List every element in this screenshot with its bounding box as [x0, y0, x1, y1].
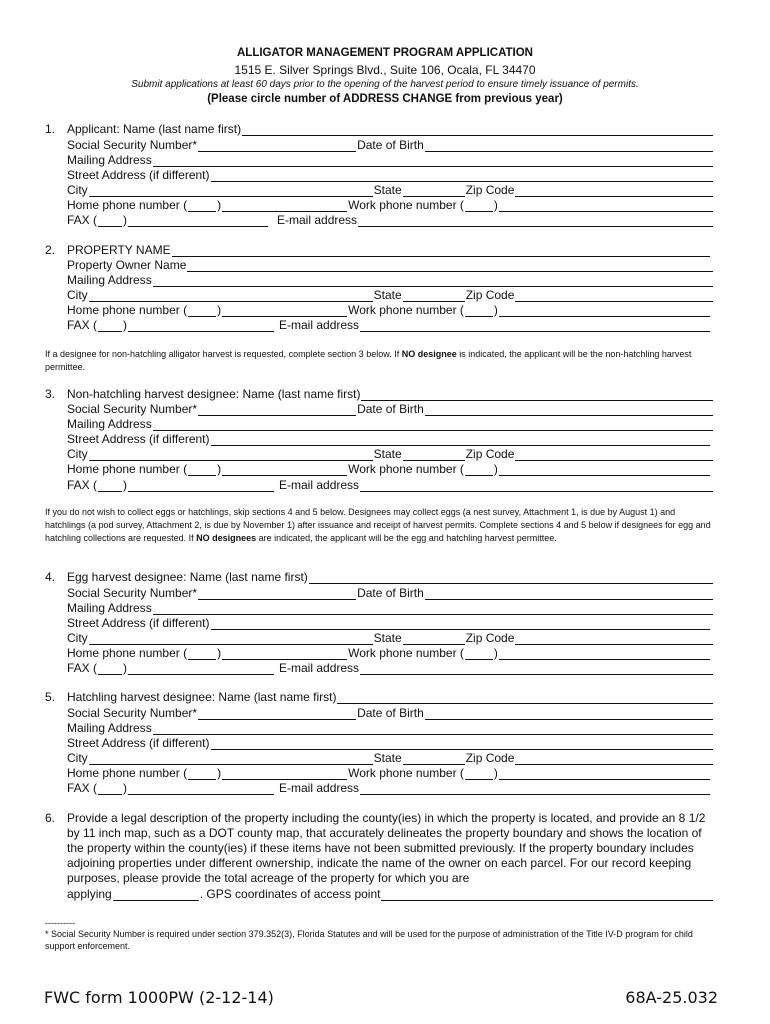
mailing-row	[67, 600, 714, 615]
state-field[interactable]	[403, 449, 465, 461]
work-phone-field[interactable]	[499, 464, 710, 476]
field-label: State	[373, 288, 402, 302]
field-label: . GPS coordinates of access point	[199, 887, 381, 901]
form-title: ALLIGATOR MANAGEMENT PROGRAM APPLICATION	[236, 47, 533, 59]
work-area-code-field[interactable]	[465, 464, 493, 476]
field-label: FAX (	[67, 318, 98, 332]
submission-instruction: Submit applications at least 60 days prior to the opening of the harvest period to ensure timely issuance of permits.	[131, 79, 639, 90]
section-number: 2.	[45, 243, 56, 257]
paren: )	[217, 766, 222, 780]
work-phone-field[interactable]	[499, 200, 713, 212]
work-area-code-field[interactable]	[465, 648, 493, 660]
fax-field[interactable]	[128, 215, 268, 227]
email-field[interactable]	[360, 480, 713, 492]
field-label: Mailing Address	[67, 153, 152, 167]
field-label: City	[67, 751, 88, 765]
fax-area-code-field[interactable]	[98, 480, 122, 492]
zip-field[interactable]	[515, 185, 713, 197]
field-label: Social Security Number*	[67, 586, 198, 600]
field-label: Street Address (if different)	[67, 616, 210, 630]
fax-row	[67, 212, 714, 227]
field-label: Date of Birth	[357, 138, 424, 152]
city-row	[67, 446, 714, 461]
work-area-code-field[interactable]	[465, 305, 493, 317]
fax-field[interactable]	[128, 320, 274, 332]
mailing-address-field[interactable]	[153, 275, 713, 287]
field-label: Home phone number (	[67, 198, 188, 212]
egg-designee-name-row	[67, 569, 714, 584]
city-field[interactable]	[89, 449, 373, 461]
field-label: Social Security Number*	[67, 138, 198, 152]
field-label: Date of Birth	[357, 586, 424, 600]
field-label: Street Address (if different)	[67, 168, 210, 182]
field-label: PROPERTY NAME	[67, 243, 171, 257]
zip-field[interactable]	[515, 633, 713, 645]
ssn-field[interactable]	[198, 708, 356, 720]
fax-row	[67, 780, 711, 795]
city-field[interactable]	[89, 753, 373, 765]
field-label: E-mail address	[279, 781, 360, 795]
paren: )	[217, 462, 222, 476]
field-label: Zip Code	[465, 631, 515, 645]
property-name-field[interactable]	[172, 245, 710, 257]
home-phone-field[interactable]	[222, 305, 347, 317]
paren: )	[217, 198, 222, 212]
fax-area-code-field[interactable]	[98, 783, 122, 795]
mailing-row	[67, 720, 714, 735]
field-label: State	[373, 447, 402, 461]
home-phone-field[interactable]	[222, 768, 347, 780]
owner-row	[67, 257, 714, 272]
street-address-field[interactable]	[211, 170, 713, 182]
hatchling-designee-name-field[interactable]	[337, 692, 713, 704]
city-row	[67, 287, 714, 302]
street-address-field[interactable]	[211, 618, 710, 630]
field-label: Social Security Number*	[67, 402, 198, 416]
home-phone-field[interactable]	[222, 464, 347, 476]
field-label: Non-hatchling harvest designee: Name (last name first)	[67, 387, 361, 401]
field-label: Work phone number (	[348, 766, 464, 780]
mailing-address-field[interactable]	[153, 603, 713, 615]
work-area-code-field[interactable]	[465, 200, 493, 212]
field-label: Street Address (if different)	[67, 432, 210, 446]
field-label: E-mail address	[277, 213, 358, 227]
field-label: Home phone number (	[67, 766, 188, 780]
field-label: FAX (	[67, 213, 98, 227]
field-label: Home phone number (	[67, 303, 188, 317]
home-area-code-field[interactable]	[188, 305, 216, 317]
egg-hatchling-note	[45, 506, 717, 545]
paren: )	[493, 198, 498, 212]
field-label: FAX (	[67, 478, 98, 492]
dob-field[interactable]	[425, 588, 713, 600]
street-row	[67, 167, 714, 182]
email-field[interactable]	[360, 783, 710, 795]
fax-field[interactable]	[128, 480, 274, 492]
field-label: applying	[67, 887, 112, 901]
dob-field[interactable]	[425, 404, 713, 416]
acreage-field[interactable]	[113, 889, 199, 901]
gps-coordinates-field[interactable]	[381, 889, 713, 901]
mailing-row	[67, 152, 714, 167]
phone-row	[67, 645, 711, 660]
field-label: Work phone number (	[348, 646, 464, 660]
field-label: State	[373, 631, 402, 645]
street-row	[67, 431, 711, 446]
street-address-field[interactable]	[211, 434, 710, 446]
hatchling-designee-name-row	[67, 689, 714, 704]
ssn-row	[67, 705, 714, 720]
zip-field[interactable]	[515, 449, 713, 461]
field-label: Zip Code	[465, 751, 515, 765]
field-label: Mailing Address	[67, 417, 152, 431]
footnote-rule: ----------	[45, 918, 75, 928]
field-label: Property Owner Name	[67, 258, 187, 272]
ssn-row	[67, 137, 714, 152]
field-label: City	[67, 447, 88, 461]
ssn-field[interactable]	[198, 140, 356, 152]
field-label: FAX (	[67, 661, 98, 675]
field-label: Zip Code	[465, 447, 515, 461]
designee-name-field[interactable]	[361, 389, 713, 401]
home-area-code-field[interactable]	[188, 200, 216, 212]
field-label: City	[67, 631, 88, 645]
field-label: Work phone number (	[348, 303, 464, 317]
note-emphasis: NO designees	[196, 533, 257, 543]
street-row	[67, 615, 711, 630]
note-text: are indicated, the applicant will be the egg and hatchling harvest permittee.	[256, 533, 557, 543]
field-label: Egg harvest designee: Name (last name first)	[67, 570, 308, 584]
state-field[interactable]	[403, 290, 465, 302]
field-label: Mailing Address	[67, 601, 152, 615]
field-label: E-mail address	[279, 478, 360, 492]
work-phone-field[interactable]	[499, 305, 710, 317]
home-area-code-field[interactable]	[188, 768, 216, 780]
legal-description-instructions: Provide a legal description of the property including the county(ies) in which the property is located, and provide an 8 1/2 by 11 inch map, such as a DOT county map, that accurately delineates the property boundary and shows the location of the property within the county(ies) if these items have not been submitted previously. If the property boundary includes adjoining properties under different ownership, indicate the name of the owner on each parcel. For our record keeping purposes, please provide the total acreage of the property for which you are	[67, 811, 706, 885]
state-field[interactable]	[403, 753, 465, 765]
field-label: Home phone number (	[67, 646, 188, 660]
phone-row	[67, 461, 711, 476]
fax-area-code-field[interactable]	[98, 215, 122, 227]
paren: )	[493, 766, 498, 780]
work-phone-field[interactable]	[499, 648, 710, 660]
owner-name-field[interactable]	[187, 260, 713, 272]
section-number: 5.	[45, 690, 56, 704]
paren: )	[493, 462, 498, 476]
fax-field[interactable]	[128, 783, 274, 795]
street-address-field[interactable]	[211, 738, 713, 750]
dob-field[interactable]	[425, 708, 713, 720]
paren: )	[123, 781, 128, 795]
home-phone-field[interactable]	[222, 200, 347, 212]
form-identifier: FWC form 1000PW (2-12-14)	[44, 988, 274, 1007]
phone-row	[67, 302, 711, 317]
fax-area-code-field[interactable]	[98, 663, 122, 675]
phone-row	[67, 197, 714, 212]
fax-area-code-field[interactable]	[98, 320, 122, 332]
paren: )	[123, 478, 128, 492]
city-field[interactable]	[89, 290, 373, 302]
note-text: is indicated, the applicant will be the non-hatchling harvest permittee.	[45, 349, 692, 372]
mailing-address-field[interactable]	[153, 419, 713, 431]
note-emphasis: NO designee	[401, 349, 457, 359]
field-label: FAX (	[67, 781, 98, 795]
ssn-footnote: * Social Security Number is required under section 379.352(3), Florida Statutes and will be used for the purpose of administration of the Title IV-D program for child support enforcement.	[45, 929, 693, 951]
zip-field[interactable]	[515, 753, 713, 765]
city-field[interactable]	[89, 185, 373, 197]
phone-row	[67, 765, 711, 780]
paren: )	[493, 646, 498, 660]
section-number: 1.	[45, 122, 56, 136]
dob-field[interactable]	[425, 140, 713, 152]
note-text: If you do not wish to collect eggs or hatchlings, skip sections 4 and 5 below. Designees may collect eggs (a nest survey, Attachment 1, is due by August 1) and hatchlings (a pod survey, Attachment 2, is due by November 1) after issuance and receipt of harvest permits. Complete sections 4 and 5 below if designees for egg and hatchling collections are requested. If	[45, 507, 711, 543]
designee-name-row	[67, 386, 714, 401]
mailing-row	[67, 272, 714, 287]
mailing-address-field[interactable]	[153, 723, 713, 735]
applicant-name-field[interactable]	[242, 124, 713, 136]
ssn-row	[67, 401, 714, 416]
city-row	[67, 630, 714, 645]
paren: )	[123, 318, 128, 332]
section-number: 4.	[45, 570, 56, 584]
rule-number: 68A-25.032	[625, 988, 718, 1007]
home-phone-field[interactable]	[222, 648, 347, 660]
fax-row	[67, 317, 711, 332]
field-label: Mailing Address	[67, 273, 152, 287]
home-area-code-field[interactable]	[188, 648, 216, 660]
email-field[interactable]	[360, 663, 713, 675]
home-area-code-field[interactable]	[188, 464, 216, 476]
paren: )	[493, 303, 498, 317]
work-area-code-field[interactable]	[465, 768, 493, 780]
mailing-address-field[interactable]	[153, 155, 713, 167]
field-label: Zip Code	[465, 288, 515, 302]
field-label: E-mail address	[279, 318, 360, 332]
fax-field[interactable]	[128, 663, 274, 675]
state-field[interactable]	[403, 633, 465, 645]
field-label: Hatchling harvest designee: Name (last name first)	[67, 690, 337, 704]
city-field[interactable]	[89, 633, 373, 645]
paren: )	[217, 646, 222, 660]
paren: )	[217, 303, 222, 317]
field-label: Zip Code	[465, 183, 515, 197]
field-label: Work phone number (	[348, 462, 464, 476]
fax-row	[67, 477, 714, 492]
mailing-row	[67, 416, 714, 431]
field-label: City	[67, 288, 88, 302]
paren: )	[123, 661, 128, 675]
email-field[interactable]	[360, 320, 710, 332]
city-row	[67, 750, 714, 765]
email-field[interactable]	[358, 215, 713, 227]
field-label: State	[373, 183, 402, 197]
state-field[interactable]	[403, 185, 465, 197]
field-label: Home phone number (	[67, 462, 188, 476]
field-label: Work phone number (	[348, 198, 464, 212]
ssn-field[interactable]	[198, 588, 356, 600]
field-label: Date of Birth	[357, 402, 424, 416]
work-phone-field[interactable]	[499, 768, 710, 780]
designee-note	[45, 348, 717, 374]
field-label: Date of Birth	[357, 706, 424, 720]
note-text: If a designee for non-hatchling alligator harvest is requested, complete section 3 below. If	[45, 349, 402, 359]
field-label: Social Security Number*	[67, 706, 198, 720]
field-label: E-mail address	[279, 661, 360, 675]
field-label: Applicant: Name (last name first)	[67, 122, 242, 136]
field-label: Mailing Address	[67, 721, 152, 735]
ssn-row	[67, 585, 714, 600]
section-number: 6.	[45, 811, 56, 825]
section-number: 3.	[45, 387, 56, 401]
zip-field[interactable]	[515, 290, 713, 302]
paren: )	[123, 213, 128, 227]
ssn-field[interactable]	[198, 404, 356, 416]
street-row	[67, 735, 714, 750]
address-change-note: (Please circle number of ADDRESS CHANGE from previous year)	[207, 93, 563, 105]
fax-row	[67, 660, 714, 675]
field-label: Street Address (if different)	[67, 736, 210, 750]
egg-designee-name-field[interactable]	[309, 572, 713, 584]
applicant-name-row	[67, 121, 714, 136]
city-row	[67, 182, 714, 197]
property-name-row	[67, 242, 711, 257]
field-label: State	[373, 751, 402, 765]
office-address: 1515 E. Silver Springs Blvd., Suite 106, Ocala, FL 34470	[234, 63, 536, 77]
field-label: City	[67, 183, 88, 197]
acreage-row	[67, 886, 714, 901]
